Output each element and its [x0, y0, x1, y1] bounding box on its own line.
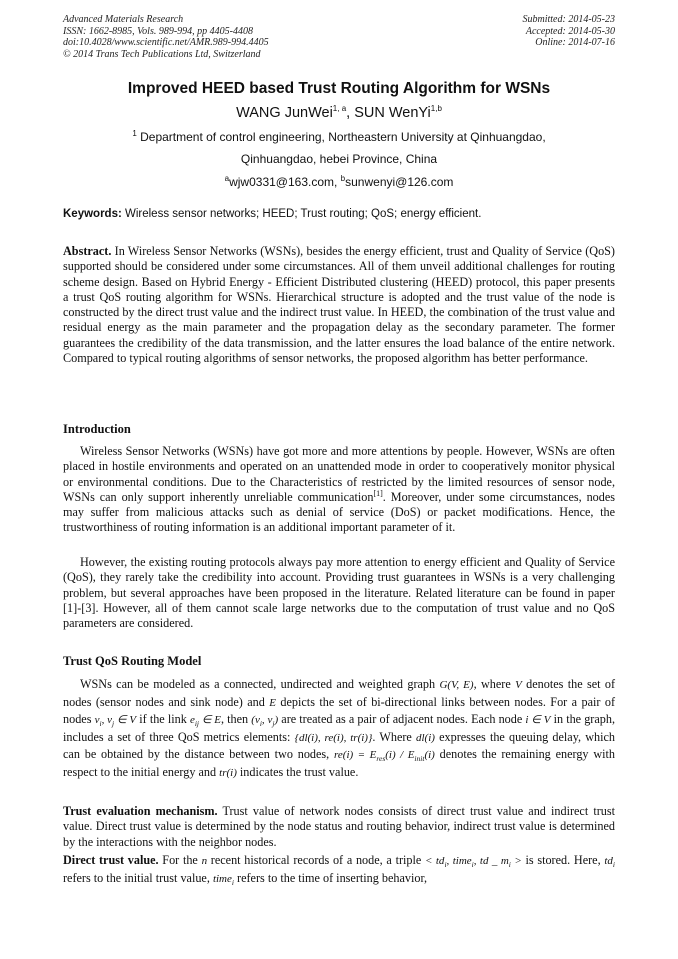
direct-trust-text: For the: [158, 853, 202, 867]
math-sub: ij: [194, 719, 199, 729]
accepted-date: Accepted: 2014-05-30: [525, 25, 615, 37]
email-marker-a: a: [224, 174, 230, 183]
affiliation-line-2: Qinhuangdao, hebei Province, China: [240, 152, 438, 166]
model-text: depicts the set of bi-directional links between nodes. For a pair of nodes: [63, 694, 616, 727]
math-e: E: [269, 696, 276, 709]
trust-evaluation-label: Trust evaluation mechanism.: [63, 804, 218, 818]
trust-evaluation-paragraph: [63, 804, 615, 850]
math-residual-energy: [334, 749, 435, 764]
math-tuple: [251, 714, 279, 729]
email-marker-b: b: [340, 174, 346, 183]
journal-header-left: [63, 14, 269, 60]
model-text: denotes the remaining energy with respect to the initial energy and: [63, 747, 615, 779]
journal-copyright: © 2014 Trans Tech Publications Ltd, Switzerland: [63, 48, 261, 60]
math-part: v: [94, 714, 100, 727]
author-1-affil: 1, a: [332, 104, 347, 113]
math-sub: i: [231, 878, 234, 888]
math-part: td: [604, 855, 613, 867]
model-text: if the link: [136, 712, 190, 727]
author-2-affil: 1,b: [430, 104, 442, 113]
model-text: WSNs can be modeled as a connected, undirected and weighted graph: [80, 677, 440, 691]
math-sub: i: [612, 860, 615, 870]
math-part: , v: [101, 714, 113, 727]
model-paragraph: [63, 676, 615, 782]
math-node: i ∈ V: [525, 714, 551, 727]
email-a[interactable]: wjw0331@163.com,: [229, 175, 341, 189]
keywords: [63, 208, 623, 220]
affiliation-line-1: [0, 129, 678, 144]
math-part: , td _ m: [473, 855, 509, 867]
keywords-label: Keywords:: [63, 208, 122, 220]
math-part: , v: [261, 714, 273, 727]
abstract-label: Abstract.: [63, 244, 112, 258]
math-part: < td: [425, 855, 445, 867]
trust-evaluation-text: Trust value of network nodes consists of direct trust value and indirect trust value. Direct trust value is determined by the node status and routing behavior, indirect trust value is determined by the interactions with the neighbor nodes.: [63, 804, 615, 849]
keywords-text: Wireless sensor networks; HEED; Trust routing; QoS; energy efficient.: [121, 208, 482, 220]
math-sub: j: [272, 719, 275, 729]
journal-issn: ISSN: 1662-8985, Vols. 989-994, pp 4405-4408: [63, 25, 253, 37]
math-sub: i: [508, 860, 511, 870]
author-emails: [0, 174, 678, 189]
math-trust: tr(i): [219, 766, 237, 779]
math-part: (v: [251, 714, 260, 727]
direct-trust-text: refers to the time of inserting behavior,: [233, 871, 428, 885]
math-triple: [425, 855, 522, 870]
intro-p1-text-a: Wireless Sensor Networks (WSNs) have got more and more attentions by people. However, WSNs are often placed in hostile environments and operated on an unattended mode in order to cooperatively monitor physical or environmental conditions. Due to the Characteristics of restricted by the limited resources of sensor node, WSNs can only support inherently unreliable communication: [63, 444, 615, 504]
math-time: [212, 873, 234, 888]
math-part: time: [212, 873, 232, 885]
direct-trust-text: is stored. Here,: [521, 853, 605, 867]
author-2: SUN WenYi: [354, 104, 431, 121]
paper-title: Improved HEED based Trust Routing Algorithm for WSNs: [127, 80, 551, 97]
email-b[interactable]: sunwenyi@126.com: [345, 175, 454, 189]
author-1: WANG JunWei: [236, 104, 333, 121]
citation-1: [1]: [373, 488, 383, 498]
math-part: re(i) = E: [334, 749, 377, 762]
math-sub: i: [444, 860, 447, 870]
math-part: ∈ V: [114, 714, 137, 727]
model-text: denotes the set of nodes (sensor nodes and sink node) and: [63, 677, 616, 709]
affiliation-number: 1: [132, 129, 137, 138]
journal-doi: doi:10.4028/www.scientific.net/AMR.989-994.4405: [63, 37, 269, 49]
math-sub: res: [376, 754, 386, 764]
model-text: are treated as a pair of adjacent nodes. Each node: [278, 712, 526, 727]
submitted-date: Submitted: 2014-05-23: [522, 14, 615, 25]
math-part: (i) / E: [385, 749, 415, 762]
direct-trust-text: recent historical records of a node, a triple: [207, 853, 426, 867]
affiliation-text-1: Department of control engineering, Northeastern University at Qinhuangdao,: [136, 130, 546, 144]
math-part: ): [274, 714, 279, 727]
intro-p1-text-b: . Moreover, under some circumstances, nodes may suffer from malicious attacks such as denial of service (DoS) or packet modifications. Hence, the trustworthiness of routing information is an additional important parameter of it.: [63, 489, 615, 535]
math-graph: G(V, E): [439, 679, 474, 691]
math-sub: i: [99, 719, 102, 729]
model-text: . Where: [372, 729, 416, 744]
direct-trust-paragraph: [63, 852, 615, 888]
model-text: indicates the trust value.: [236, 764, 359, 779]
journal-name: Advanced Materials Research: [63, 14, 184, 25]
abstract: [63, 244, 615, 366]
direct-trust-label: Direct trust value.: [63, 853, 159, 867]
math-node-pair: [94, 714, 137, 729]
math-part: >: [510, 855, 522, 867]
math-metric-set: {dl(i), re(i), tr(i)}: [294, 731, 373, 744]
abstract-text: In Wireless Sensor Networks (WSNs), besides the energy efficient, trust and Quality of Service (QoS) supported should be considered under some circumstances. All of them unveil additional challenges for routing scheme design. Based on Hybrid Energy - Efficient Distributed clustering (HEED) protocol, this paper presents a trust QoS routing algorithm for WSNs. Hierarchical structure is adopted and the trust value of the node is constructed by the direct trust value and the indirect trust value. In HEED, the combination of the trust value and residual energy as the main parameter and the propagation delay as the secondary parameter. The former guarantees the credibility of the data transmission, and the latter ensures the load balance of the entire network. Compared to typical routing algorithms of sensor networks, the proposed algorithm has better performance.: [63, 244, 615, 366]
introduction-paragraph-2: However, the existing routing protocols always pay more attention to energy efficient and Quality of Service (QoS), they rarely take the credibility into account. Providing trust guarantees in WSNs is a very challenging problem, but several approaches have been proposed in the literature. Related literature can be found in paper [1]-[3]. However, all of them cannot scale large networks due to the computation of trust value and no QoS parameters are considered.: [63, 555, 615, 631]
math-part: e: [189, 714, 195, 727]
math-part: (i): [424, 749, 435, 762]
math-sub: j: [112, 719, 115, 729]
model-text: in the graph, includes a set of three QoS metrics elements:: [63, 712, 616, 744]
math-sub: i: [259, 719, 262, 729]
direct-trust-text: refers to the initial trust value,: [63, 871, 213, 885]
math-sub: init: [414, 754, 425, 764]
online-date: Online: 2014-07-16: [535, 37, 615, 49]
journal-header-right: [523, 14, 616, 49]
math-part: , time: [446, 855, 472, 867]
math-td: [604, 855, 615, 870]
math-sub: i: [471, 860, 474, 870]
math-link: [189, 714, 221, 729]
math-delay: dl(i): [415, 731, 435, 744]
math-n: n: [201, 855, 208, 867]
introduction-heading: Introduction: [63, 422, 131, 436]
model-heading: Trust QoS Routing Model: [63, 654, 202, 668]
math-v: V: [515, 679, 522, 691]
math-part: ∈ E: [199, 714, 221, 727]
model-text: , then: [220, 712, 252, 727]
model-text: , where: [473, 677, 516, 691]
model-text: expresses the queuing delay, which can be obtained by the distance between two nodes,: [63, 729, 615, 762]
author-separator: ,: [346, 104, 355, 121]
introduction-paragraph-1: [63, 444, 615, 536]
author-list: [0, 104, 678, 121]
